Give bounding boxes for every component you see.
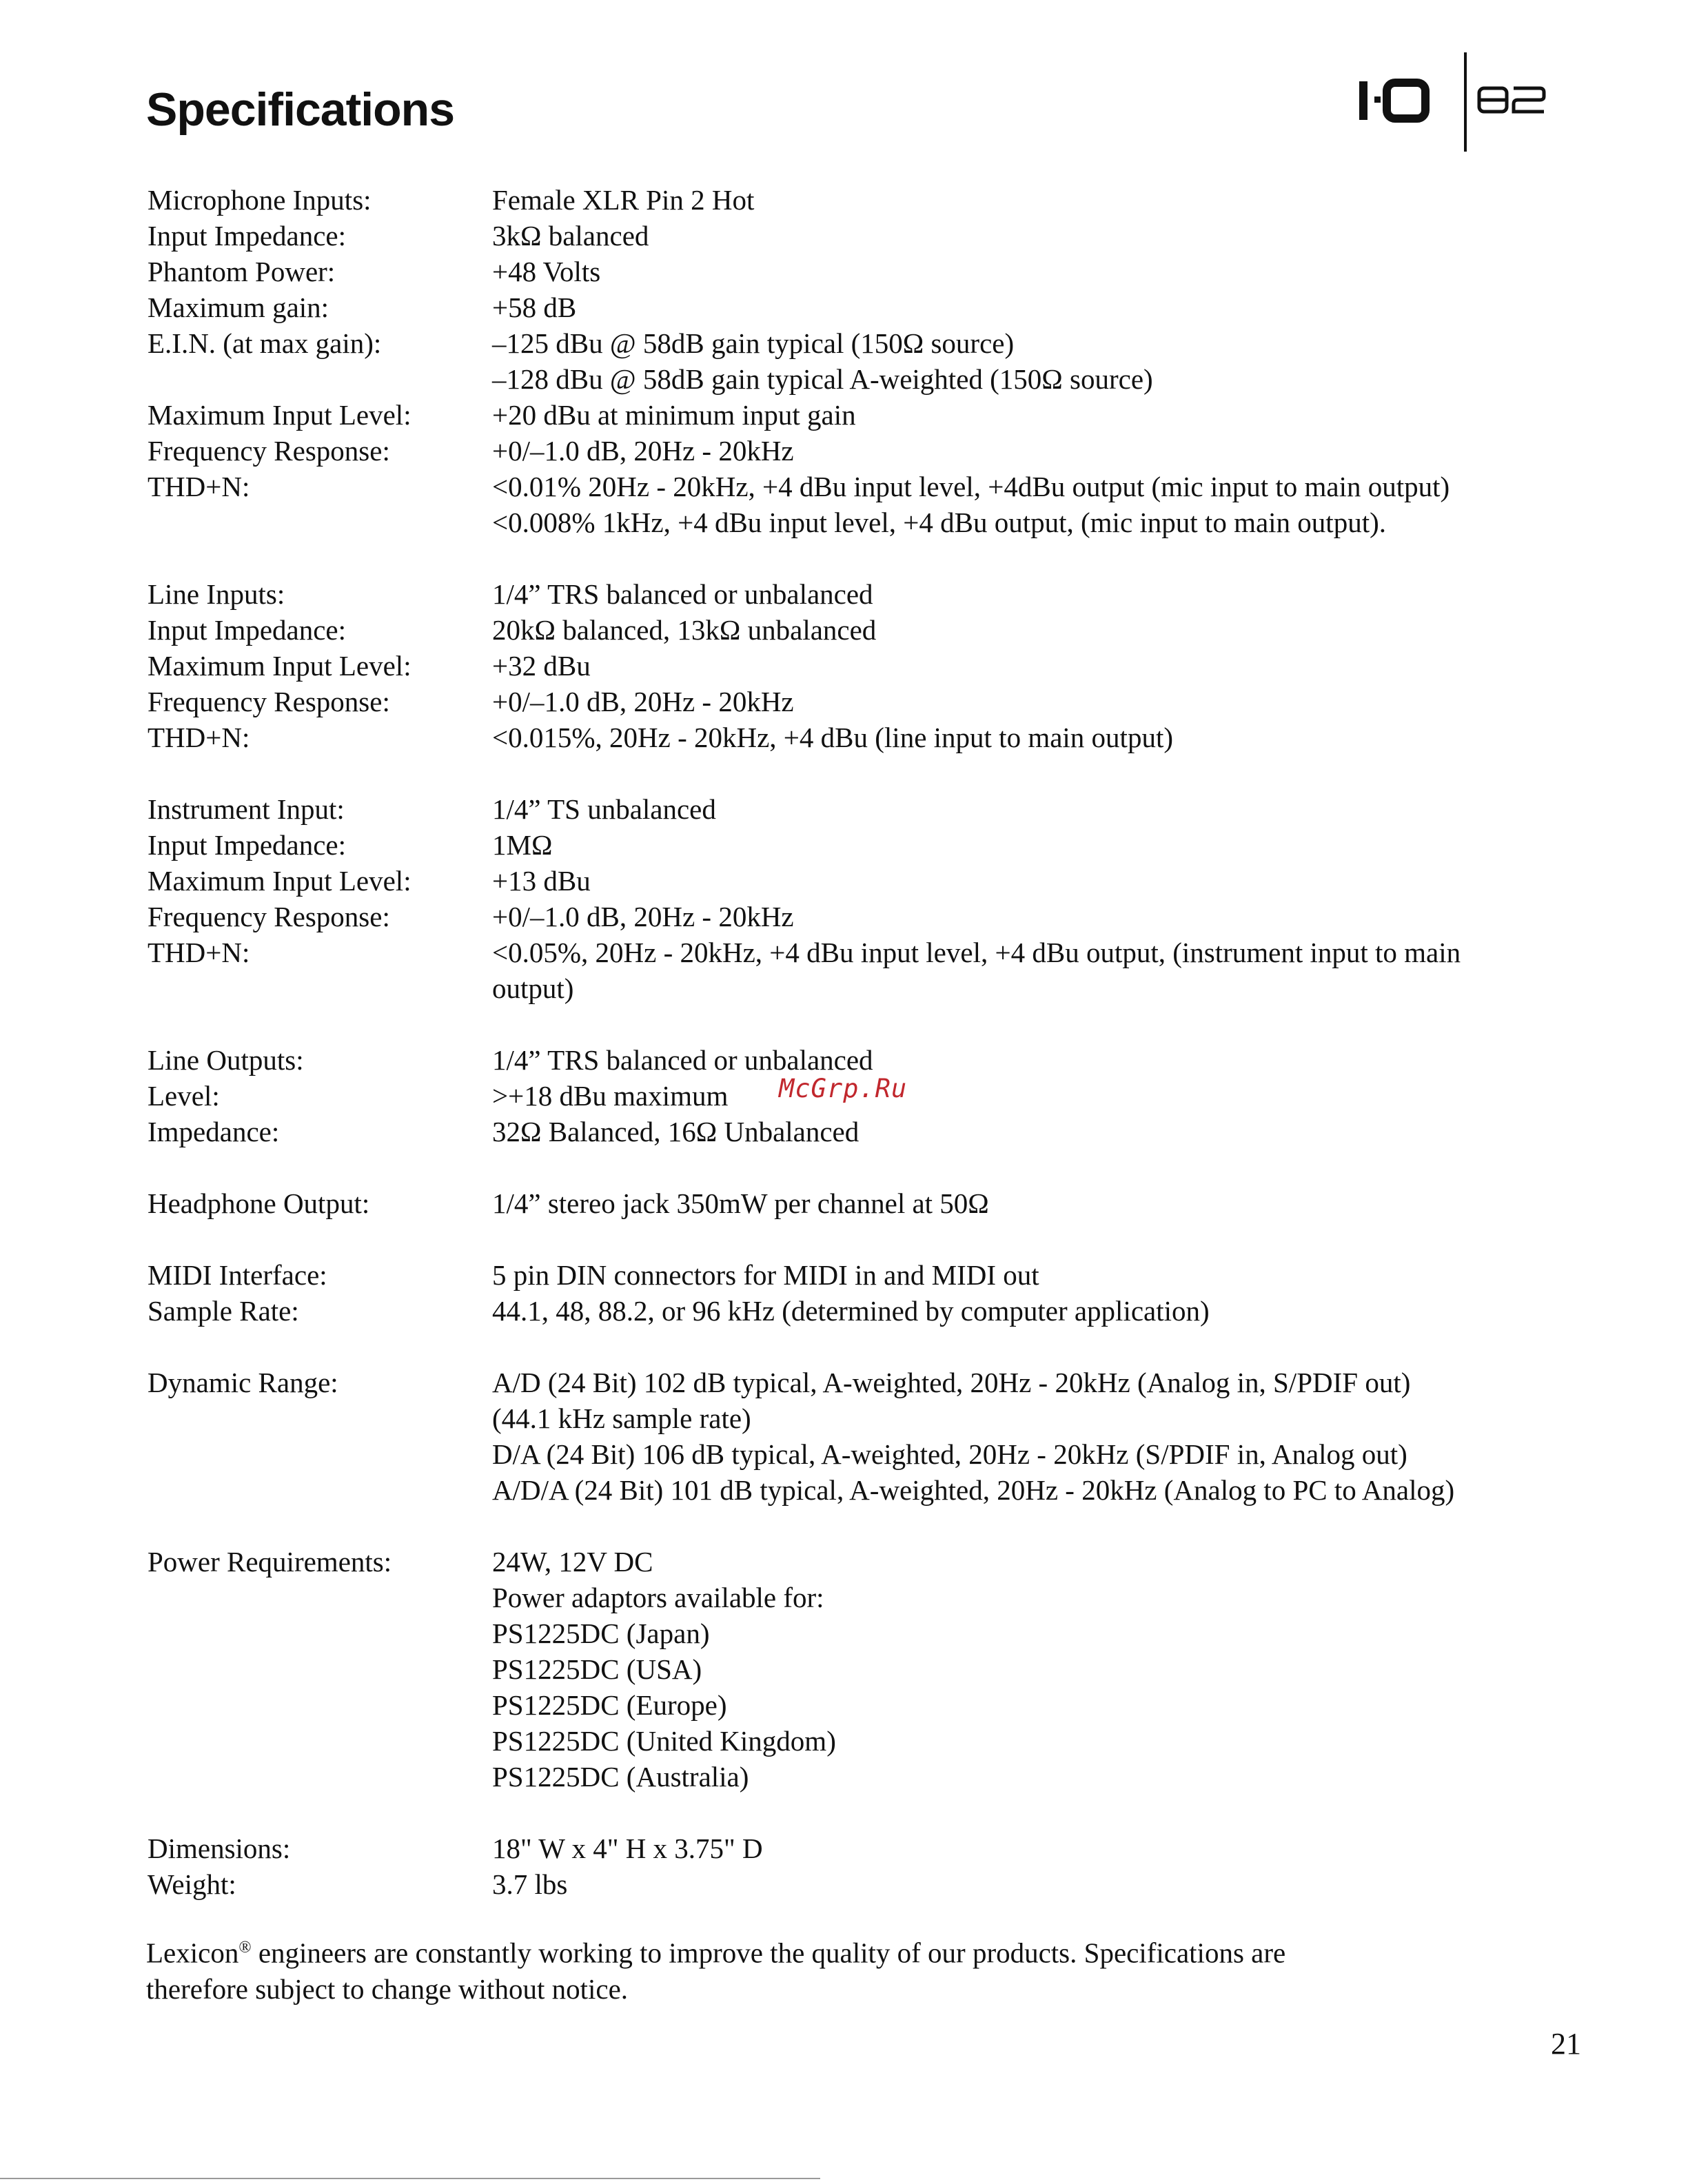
spec-value-line: <0.05%, 20Hz - 20kHz, +4 dBu input level, +4 dBu output, (instrument input to main	[492, 937, 1461, 968]
spec-value	[492, 1257, 1567, 1293]
spec-group	[148, 1830, 1567, 1902]
spec-value-line: PS1225DC (Japan)	[492, 1617, 710, 1649]
spec-row	[148, 648, 1567, 684]
spec-label: Phantom Power:	[148, 256, 336, 287]
spec-value	[492, 1293, 1567, 1329]
spec-value	[492, 827, 1567, 863]
spec-row	[148, 325, 1567, 397]
spec-group	[148, 1257, 1567, 1329]
spec-label: Line Inputs:	[148, 578, 285, 610]
spec-group	[148, 1544, 1567, 1795]
spec-label: Headphone Output:	[148, 1187, 370, 1219]
spec-label: Power Requirements:	[148, 1546, 392, 1578]
spec-row	[148, 899, 1567, 935]
spec-row	[148, 397, 1567, 433]
spec-row	[148, 1257, 1567, 1293]
spec-label: THD+N:	[148, 937, 250, 968]
spec-value-line: 1/4” TRS balanced or unbalanced	[492, 1044, 873, 1076]
spec-value	[492, 935, 1567, 1006]
spec-value-line: –125 dBu @ 58dB gain typical (150Ω source)	[492, 327, 1015, 359]
spec-row	[148, 1185, 1567, 1221]
spec-value-line: Power adaptors available for:	[492, 1582, 824, 1613]
spec-table	[148, 182, 1567, 1938]
spec-label: Frequency Response:	[148, 686, 390, 717]
spec-row	[148, 1365, 1567, 1508]
spec-value-line: PS1225DC (USA)	[492, 1653, 702, 1685]
spec-group	[148, 1365, 1567, 1508]
spec-label: Impedance:	[148, 1116, 280, 1147]
spec-value	[492, 469, 1567, 540]
spec-value-line: 20kΩ balanced, 13kΩ unbalanced	[492, 614, 877, 646]
spec-value	[492, 576, 1567, 612]
spec-value-line: +0/–1.0 dB, 20Hz - 20kHz	[492, 901, 794, 932]
spec-row	[148, 935, 1567, 1006]
spec-value-line: +20 dBu at minimum input gain	[492, 399, 856, 431]
spec-label: THD+N:	[148, 471, 250, 502]
spec-value	[492, 684, 1567, 720]
spec-value	[492, 899, 1567, 935]
spec-value	[492, 791, 1567, 827]
watermark: McGrp.Ru	[779, 1074, 908, 1103]
spec-label: Line Outputs:	[148, 1044, 304, 1076]
spec-row	[148, 218, 1567, 254]
spec-value	[492, 720, 1567, 755]
spec-value	[492, 289, 1567, 325]
spec-group	[148, 576, 1567, 755]
spec-label: Instrument Input:	[148, 793, 345, 825]
spec-row	[148, 612, 1567, 648]
spec-value-line: PS1225DC (Europe)	[492, 1689, 727, 1721]
spec-label: Input Impedance:	[148, 220, 347, 252]
spec-value-line: 18" W x 4" H x 3.75" D	[492, 1833, 763, 1864]
spec-label: Maximum gain:	[148, 292, 329, 323]
spec-label: Maximum Input Level:	[148, 650, 411, 682]
spec-row	[148, 254, 1567, 289]
spec-value-line: 1/4” TS unbalanced	[492, 793, 716, 825]
spec-label: Maximum Input Level:	[148, 865, 411, 897]
spec-row	[148, 289, 1567, 325]
spec-value-line: 32Ω Balanced, 16Ω Unbalanced	[492, 1116, 860, 1147]
spec-value	[492, 325, 1567, 397]
spec-value	[492, 1866, 1567, 1902]
spec-row	[148, 433, 1567, 469]
spec-label: Dynamic Range:	[148, 1367, 338, 1398]
io82-logo	[1356, 52, 1556, 152]
spec-value-line: +0/–1.0 dB, 20Hz - 20kHz	[492, 435, 794, 467]
spec-value	[492, 1365, 1567, 1508]
spec-row	[148, 791, 1567, 827]
spec-value-line: Female XLR Pin 2 Hot	[492, 184, 755, 216]
spec-label: Frequency Response:	[148, 901, 390, 932]
spec-label: MIDI Interface:	[148, 1259, 327, 1291]
spec-value	[492, 1042, 1567, 1078]
page-title: Specifications	[146, 83, 455, 136]
spec-value-line: +48 Volts	[492, 256, 601, 287]
spec-value-line: D/A (24 Bit) 106 dB typical, A-weighted, 20Hz - 20kHz (S/PDIF in, Analog out)	[492, 1438, 1407, 1470]
spec-value	[492, 1114, 1567, 1150]
logo-letter-o	[1387, 83, 1425, 119]
brand-name: Lexicon	[146, 1937, 239, 1969]
logo-digit-8	[1479, 88, 1507, 112]
spec-value-line: <0.01% 20Hz - 20kHz, +4 dBu input level, +4dBu output (mic input to main output)	[492, 471, 1450, 502]
spec-value-line: 1/4” stereo jack 350mW per channel at 50Ω	[492, 1187, 989, 1219]
spec-value-line: +58 dB	[492, 292, 577, 323]
spec-value-line: 5 pin DIN connectors for MIDI in and MIDI out	[492, 1259, 1039, 1291]
spec-label: Input Impedance:	[148, 614, 347, 646]
spec-value-line: A/D (24 Bit) 102 dB typical, A-weighted, 20Hz - 20kHz (Analog in, S/PDIF out)	[492, 1367, 1411, 1398]
spec-value-line: +13 dBu	[492, 865, 591, 897]
footer-line-2: therefore subject to change without notice.	[146, 1972, 629, 2005]
spec-label: Maximum Input Level:	[148, 399, 411, 431]
spec-value	[492, 1544, 1567, 1795]
spec-label: Frequency Response:	[148, 435, 390, 467]
spec-value-line: PS1225DC (Australia)	[492, 1761, 749, 1793]
spec-row	[148, 1042, 1567, 1078]
spec-row	[148, 1830, 1567, 1866]
spec-row	[148, 1114, 1567, 1150]
spec-value	[492, 397, 1567, 433]
spec-value-line: output)	[492, 972, 574, 1004]
spec-value-line: PS1225DC (United Kingdom)	[492, 1725, 836, 1757]
spec-row	[148, 684, 1567, 720]
spec-label: E.I.N. (at max gain):	[148, 327, 382, 359]
spec-value-line: +32 dBu	[492, 650, 591, 682]
spec-row	[148, 469, 1567, 540]
spec-value-line: (44.1 kHz sample rate)	[492, 1402, 751, 1434]
spec-value	[492, 1078, 1567, 1114]
spec-value	[492, 433, 1567, 469]
bottom-rule	[0, 2178, 820, 2179]
spec-label: Sample Rate:	[148, 1295, 299, 1327]
spec-label: THD+N:	[148, 722, 250, 753]
spec-row	[148, 576, 1567, 612]
spec-label: Input Impedance:	[148, 829, 347, 861]
spec-value	[492, 254, 1567, 289]
logo-dot	[1374, 96, 1381, 103]
spec-value-line: 44.1, 48, 88.2, or 96 kHz (determined by computer application)	[492, 1295, 1210, 1327]
logo-digit-2	[1514, 88, 1544, 112]
spec-value-line: >+18 dBu maximum	[492, 1080, 729, 1112]
spec-row	[148, 720, 1567, 755]
spec-value-line: <0.015%, 20Hz - 20kHz, +4 dBu (line input to main output)	[492, 722, 1173, 753]
registered-mark: ®	[238, 1939, 252, 1957]
spec-value	[492, 1185, 1567, 1221]
spec-row	[148, 1544, 1567, 1795]
spec-group	[148, 1185, 1567, 1221]
spec-row	[148, 863, 1567, 899]
spec-value-line: 3.7 lbs	[492, 1868, 568, 1900]
spec-value-line: 1MΩ	[492, 829, 553, 861]
spec-row	[148, 182, 1567, 218]
spec-value	[492, 182, 1567, 218]
spec-row	[148, 827, 1567, 863]
spec-value	[492, 863, 1567, 899]
spec-label: Microphone Inputs:	[148, 184, 372, 216]
footer-note	[146, 1930, 1387, 2007]
spec-row	[148, 1293, 1567, 1329]
spec-value-line: 1/4” TRS balanced or unbalanced	[492, 578, 873, 610]
spec-value	[492, 1830, 1567, 1866]
spec-group	[148, 791, 1567, 1006]
spec-value-line: <0.008% 1kHz, +4 dBu input level, +4 dBu output, (mic input to main output).	[492, 507, 1386, 538]
spec-row	[148, 1866, 1567, 1902]
spec-value-line: A/D/A (24 Bit) 101 dB typical, A-weighted, 20Hz - 20kHz (Analog to PC to Analog)	[492, 1474, 1455, 1506]
spec-value	[492, 218, 1567, 254]
spec-group	[148, 182, 1567, 540]
spec-value-line: +0/–1.0 dB, 20Hz - 20kHz	[492, 686, 794, 717]
spec-value-line: 24W, 12V DC	[492, 1546, 653, 1578]
logo-divider	[1464, 52, 1467, 152]
spec-label: Weight:	[148, 1868, 236, 1900]
spec-value	[492, 612, 1567, 648]
spec-value	[492, 648, 1567, 684]
spec-value-line: –128 dBu @ 58dB gain typical A-weighted (150Ω source)	[492, 363, 1153, 395]
footer-line-1: engineers are constantly working to improve the quality of our products. Specifications are	[251, 1937, 1286, 1969]
spec-label: Dimensions:	[148, 1833, 291, 1864]
spec-value-line: 3kΩ balanced	[492, 220, 649, 252]
spec-label: Level:	[148, 1080, 220, 1112]
page-number: 21	[1551, 2027, 1581, 2061]
logo-letter-i	[1359, 81, 1367, 120]
